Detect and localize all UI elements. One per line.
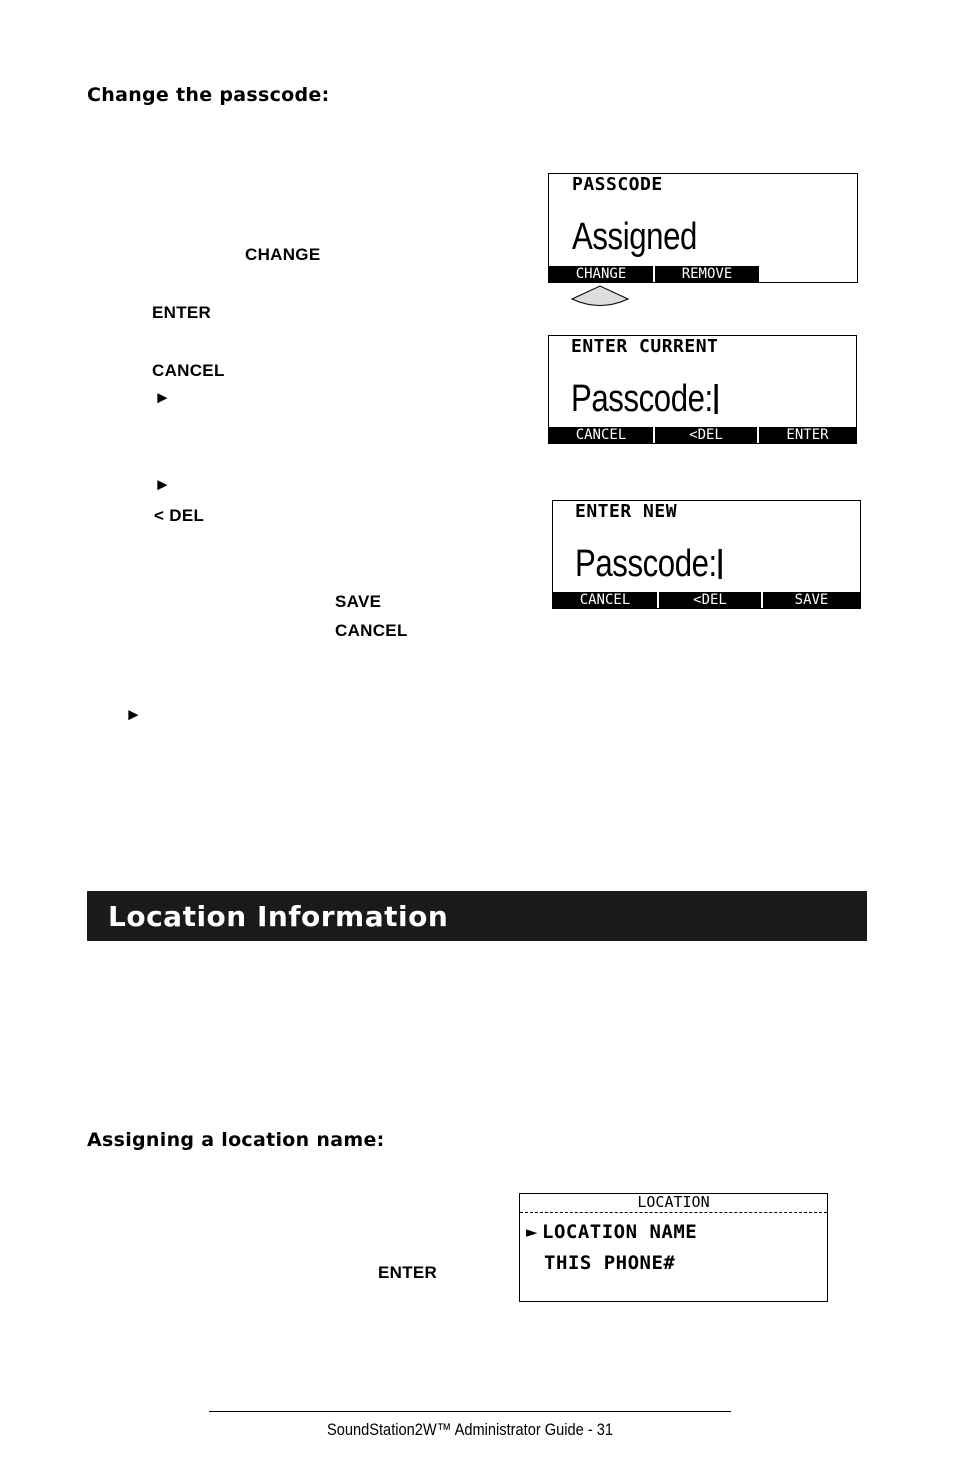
page-footer: SoundStation2W™ Administrator Guide - 31 — [326, 1420, 614, 1439]
softkey-enter[interactable]: ENTER — [759, 427, 856, 443]
save-key-label: SAVE — [335, 592, 382, 611]
lcd-title: PASSCODE — [572, 174, 663, 195]
footer-rule — [209, 1411, 731, 1412]
softkey-bar — [553, 592, 860, 608]
location-subheading: Assigning a location name: — [87, 1129, 385, 1151]
arrow-right-icon: ► — [154, 388, 171, 407]
softkey-del[interactable]: <DEL — [655, 427, 759, 443]
arrow-right-icon: ► — [125, 705, 142, 724]
softkey-save[interactable]: SAVE — [763, 592, 860, 608]
arrow-right-icon: ► — [154, 475, 171, 494]
lcd-location-screen — [519, 1193, 828, 1302]
enter-key-label: ENTER — [152, 303, 212, 322]
section-band — [87, 891, 867, 941]
cancel-key-label: CANCEL — [152, 361, 225, 380]
softkey-cancel[interactable]: CANCEL — [553, 592, 659, 608]
lcd-value: Assigned — [572, 216, 697, 258]
change-key-label: CHANGE — [245, 245, 321, 264]
softkey-cancel[interactable]: CANCEL — [549, 427, 655, 443]
section-title: Location Information — [108, 900, 449, 933]
softkey-pointer-icon — [571, 285, 629, 313]
menu-selected-marker-icon: ► — [526, 1221, 538, 1243]
del-key-label: < DEL — [154, 506, 205, 525]
menu-item-this-phone[interactable]: THIS PHONE# — [544, 1252, 676, 1274]
enter-key-label: ENTER — [378, 1263, 438, 1282]
lcd-passcode-screen — [548, 173, 858, 283]
lcd-enter-new-screen — [552, 500, 861, 609]
lcd-value: Passcode: — [575, 543, 717, 585]
lcd-value: Passcode: — [571, 378, 713, 420]
softkey-del[interactable]: <DEL — [659, 592, 763, 608]
softkey-remove[interactable]: REMOVE — [655, 266, 759, 282]
lcd-title: ENTER CURRENT — [571, 336, 719, 357]
lcd-title: ENTER NEW — [575, 501, 678, 522]
passcode-heading: Change the passcode: — [87, 84, 330, 106]
text-cursor — [714, 384, 717, 414]
softkey-bar — [549, 427, 856, 443]
text-cursor — [718, 549, 721, 579]
softkey-change[interactable]: CHANGE — [549, 266, 655, 282]
menu-item-location-name[interactable]: LOCATION NAME — [542, 1221, 698, 1243]
softkey-bar — [549, 266, 759, 282]
lcd-enter-current-screen — [548, 335, 857, 444]
cancel-key-label-2: CANCEL — [335, 621, 408, 640]
lcd-title: LOCATION — [520, 1194, 827, 1213]
